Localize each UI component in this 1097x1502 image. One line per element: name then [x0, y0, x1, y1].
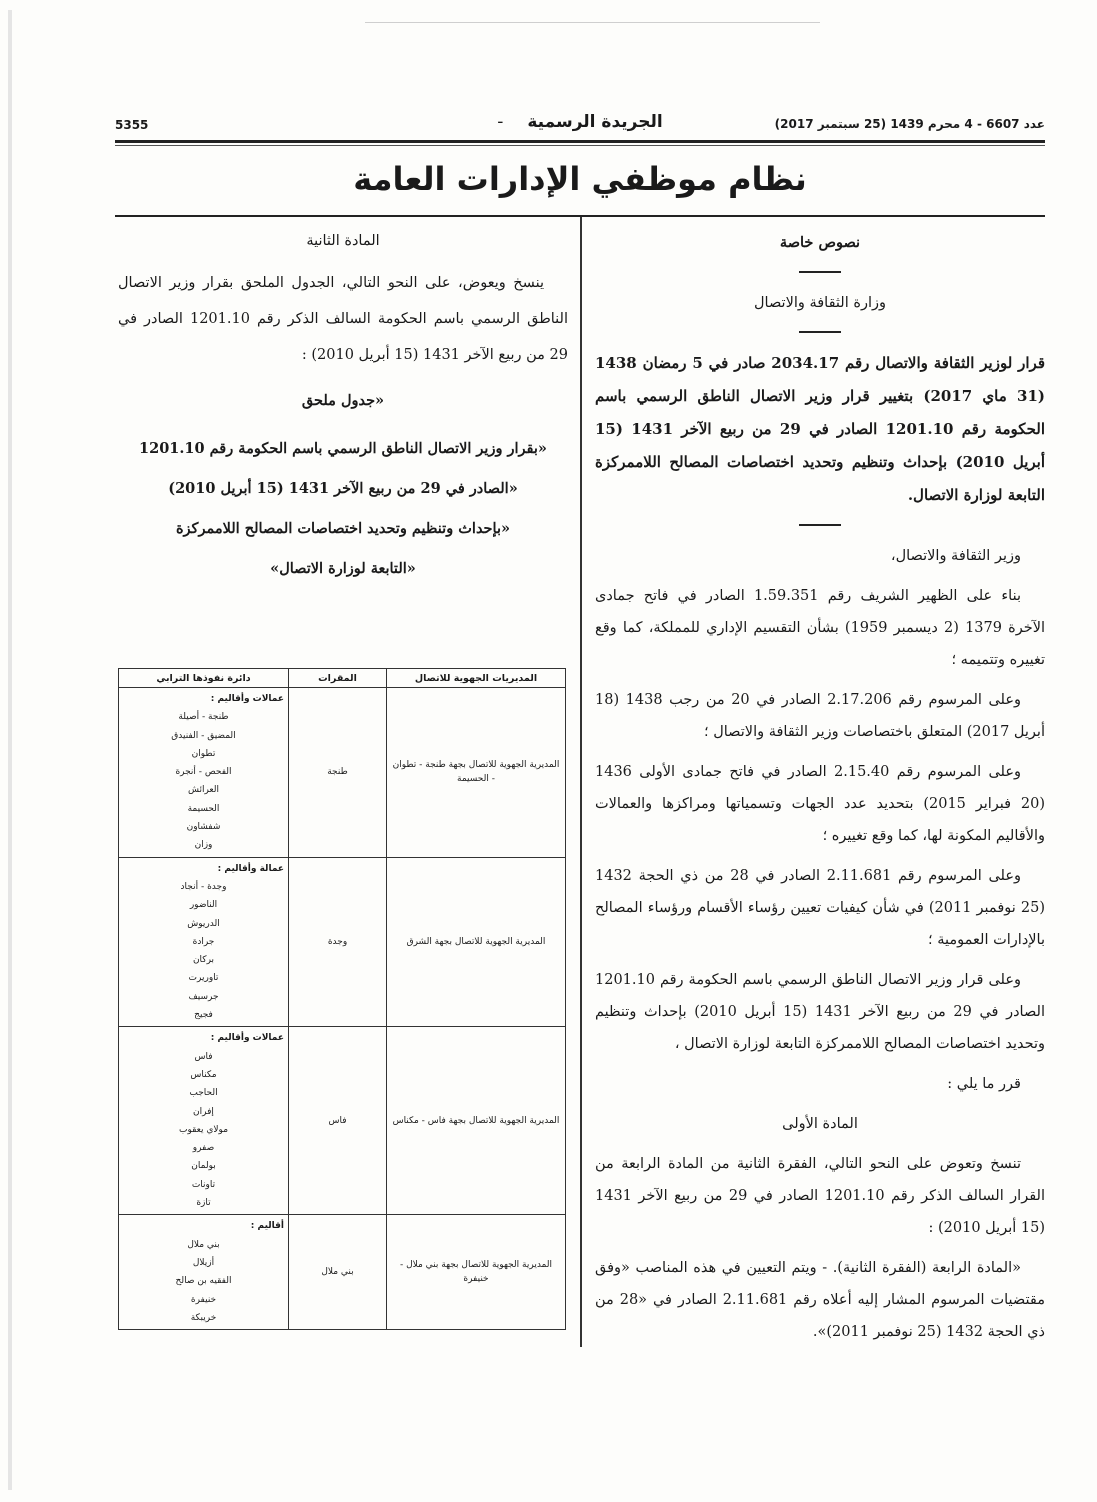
place: مولاي يعقوب — [178, 1124, 229, 1135]
main-title: نظام موظفي الإدارات العامة — [353, 160, 807, 198]
article1-title: المادة الأولى — [782, 1116, 858, 1132]
place: فجيج — [194, 1010, 213, 1021]
directorate-cell: المديرية الجهوية للاتصال بجهة الشرق — [387, 857, 566, 1027]
jurisdiction-category: عمالة وأقاليم : — [217, 863, 284, 874]
place: فاس — [194, 1051, 213, 1062]
annex-title: «جدول ملحق — [301, 392, 385, 409]
directorates-table — [118, 668, 566, 1330]
seat-cell: فاس — [289, 1027, 387, 1215]
jurisdiction-cell — [119, 1027, 289, 1215]
header-directorates: المديريات الجهوية للاتصال — [387, 669, 566, 688]
seat-cell: وجدة — [289, 857, 387, 1027]
place: الحاجب — [189, 1088, 218, 1099]
jurisdiction-category: عمالات وأقاليم : — [210, 694, 284, 704]
seat-cell: طنجة — [289, 688, 387, 858]
place: طنجة - أصيلة — [178, 712, 229, 723]
place: بركان — [192, 955, 215, 966]
preamble-paragraph: وعلى المرسوم رقم 2.15.40 الصادر في فاتح جمادى الأولى 1436 (20 فبراير 2015) بتحديد عدد الجهات وتسمياتها ومراكزها والعمالات والأقاليم المكونة لها، كما وقع تغييره ؛ — [595, 764, 1046, 844]
jurisdiction-cell — [119, 857, 289, 1027]
preamble-paragraph: وعلى قرار وزير الاتصال الناطق الرسمي باسم الحكومة رقم 1201.10 الصادر في 29 من ربيع الآخر 1431 (15 أبريل 2010) بإحداث وتنظيم وتحديد اختصاصات المصالح اللاممركزة التابعة لوزارة الاتصال ، — [595, 972, 1045, 1052]
preamble-paragraph: بناء على الظهير الشريف رقم 1.59.351 الصادر في فاتح جمادى الآخرة 1379 (2 ديسمبر 1959) بشأن التقسيم الإداري للمملكة، كما وقع تغييره وتتميمه ؛ — [595, 588, 1045, 668]
place: وزان — [194, 840, 213, 851]
place: خنيفرة — [190, 1294, 217, 1305]
preamble-paragraph: وعلى المرسوم رقم 2.11.681 الصادر في 28 من ذي الحجة 1432 (25 نوفمبر 2011) في شأن كيفيات تعيين رؤساء الأقسام ورؤساء المصالح بالإدارات العمومية ؛ — [595, 868, 1046, 948]
right-column — [595, 225, 1045, 1356]
column-divider — [580, 217, 582, 1347]
seat-cell: بني ملال — [289, 1215, 387, 1330]
place: وجدة - أنجاد — [180, 881, 227, 892]
header-separator: - — [497, 112, 504, 132]
scan-edge — [8, 10, 12, 1490]
short-rule — [799, 271, 841, 273]
place: تاونات — [191, 1179, 216, 1190]
ministry-name: وزارة الثقافة والاتصال — [754, 295, 886, 311]
place: بني ملال — [187, 1239, 220, 1250]
table-row — [119, 1027, 566, 1215]
annex-line: «بقرار وزير الاتصال الناطق الرسمي باسم الحكومة رقم 1201.10 — [139, 440, 547, 457]
scan-top-line — [365, 22, 820, 23]
table-row — [119, 688, 566, 858]
place: العرائش — [187, 785, 220, 796]
page-header — [115, 112, 1045, 136]
jurisdiction-category: أقاليم : — [250, 1221, 284, 1232]
header-jurisdiction: دائرة نفوذها الترابي — [119, 669, 289, 688]
place: الفحص - أنجرة — [175, 767, 232, 778]
table-header-row — [119, 669, 566, 688]
place: شفشاون — [186, 822, 221, 833]
minister-line: وزير الثقافة والاتصال، — [890, 548, 1021, 564]
header-seats: المقرات — [289, 669, 387, 688]
article1-quote: «المادة الرابعة (الفقرة الثانية). - ويتم التعيين في هذه المناصب «وفق مقتضيات المرسوم المشار إليه أعلاه رقم 2.11.681 الصادر في «28 من ذي الحجة 1432 (25 نوفمبر 2011)». — [595, 1260, 1045, 1340]
place: الفقيه بن صالح — [175, 1276, 232, 1287]
annex-line: «بإحداث وتنظيم وتحديد اختصاصات المصالح اللاممركزة — [175, 520, 511, 537]
table-row — [119, 857, 566, 1027]
directorate-cell: المديرية الجهوية للاتصال بجهة بني ملال - خنيفرة — [387, 1215, 566, 1330]
short-rule — [799, 524, 841, 526]
place: الناضور — [189, 900, 218, 911]
directorate-cell: المديرية الجهوية للاتصال بجهة فاس - مكناس — [387, 1027, 566, 1215]
decision-title: قرار لوزير الثقافة والاتصال رقم 2034.17 صادر في 5 رمضان 1438 (31 ماي 2017) بتغيير قرار وزير الاتصال الناطق الرسمي باسم الحكومة رقم 1201.10 الصادر في 29 من ربيع الآخر 1431 (15 أبريل 2010) بإحداث وتنظيم وتحديد اختصاصات المصالح اللاممركزة التابعة لوزارة الاتصال. — [595, 354, 1045, 504]
place: تازة — [196, 1198, 211, 1209]
place: صفرو — [192, 1143, 215, 1154]
place: بولمان — [191, 1161, 216, 1172]
annex-line: «التابعة لوزارة الاتصال» — [270, 560, 416, 577]
jurisdiction-cell — [119, 688, 289, 858]
decides-line: قرر ما يلي : — [947, 1076, 1021, 1092]
header-rule — [115, 140, 1045, 143]
header-rule-thin — [115, 145, 1045, 146]
page-number: 5355 — [115, 118, 149, 132]
place: إفران — [193, 1106, 214, 1117]
place: مكناس — [190, 1069, 217, 1080]
place: تطوان — [191, 748, 216, 759]
place: الدريوش — [187, 918, 220, 929]
place: جرادة — [192, 936, 215, 947]
jurisdiction-category: عمالات وأقاليم : — [210, 1033, 284, 1044]
annex-line: «الصادر في 29 من ربيع الآخر 1431 (15 أبريل 2010) — [168, 480, 518, 497]
article2-title: المادة الثانية — [306, 233, 380, 249]
place: تاوريرت — [188, 973, 219, 984]
left-column — [118, 225, 568, 589]
section-title: نصوص خاصة — [779, 234, 861, 251]
article1-text: تنسخ وتعوض على النحو التالي، الفقرة الثانية من المادة الرابعة من القرار السالف الذكر رقم 1201.10 الصادر في 29 من ربيع الآخر 1431 (15 أبريل 2010) : — [595, 1156, 1045, 1236]
article2-text: ينسخ ويعوض، على النحو التالي، الجدول الملحق بقرار وزير الاتصال الناطق الرسمي باسم الحكومة السالف الذكر رقم 1201.10 الصادر في 29 من ربيع الآخر 1431 (15 أبريل 2010) : — [118, 275, 568, 363]
jurisdiction-cell — [119, 1215, 289, 1330]
place: أزيلال — [192, 1257, 215, 1268]
preamble-paragraph: وعلى المرسوم رقم 2.17.206 الصادر في 20 من رجب 1438 (18 أبريل 2017) المتعلق باختصاصات وزير الثقافة والاتصال ؛ — [595, 692, 1045, 740]
issue-info: عدد 6607 - 4 محرم 1439 (25 سبتمبر 2017) — [774, 117, 1045, 131]
place: خريبكة — [190, 1312, 217, 1323]
journal-name-text: الجريدة الرسمية — [527, 112, 663, 132]
place: المضيق - الفنيدق — [171, 730, 236, 741]
place: الحسيمة — [187, 803, 220, 814]
table-row — [119, 1215, 566, 1330]
place: جرسيف — [188, 991, 219, 1002]
short-rule — [799, 331, 841, 333]
directorate-cell: المديرية الجهوية للاتصال بجهة طنجة - تطوان - الحسيمة — [387, 688, 566, 858]
